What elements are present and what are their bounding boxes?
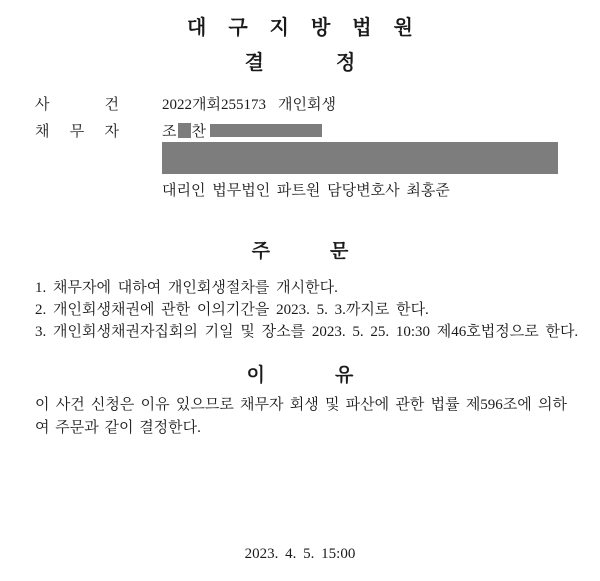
order-item-3: 3. 개인회생채권자집회의 기일 및 장소를 2023. 5. 25. 10:30 제46호법정으로 한다.: [35, 324, 579, 340]
redaction-bar-name: [210, 124, 322, 137]
order-list: [35, 277, 579, 343]
case-number: 2022개회255173: [162, 97, 266, 113]
case-label: 사 건: [35, 97, 119, 113]
document-title: 결정: [244, 52, 428, 74]
order-item-2: 2. 개인회생채권에 관한 이의기간을 2023. 5. 3.까지로 한다.: [35, 302, 429, 318]
redaction-block-address: [162, 142, 558, 174]
debtor-label: 채 무 자: [35, 124, 119, 140]
redaction-box-name: [178, 123, 191, 138]
debtor-name-first: 조: [162, 124, 177, 140]
order-section-heading: 주문: [251, 241, 409, 262]
decision-datetime: 2023. 4. 5. 15:00: [244, 546, 356, 562]
case-type: 개인회생: [277, 97, 336, 113]
debtor-name-last: 찬: [191, 124, 206, 140]
reason-section-heading: 이유: [246, 365, 424, 386]
case-value: [162, 93, 336, 114]
order-item-1: 1. 채무자에 대하여 개인회생절차를 개시한다.: [35, 280, 338, 296]
court-name-title: 대구지방법원: [187, 17, 435, 39]
attorney-line: 대리인 법무법인 파트원 담당변호사 최홍준: [162, 183, 450, 199]
debtor-name: [162, 120, 322, 141]
reason-body: 이 사건 신청은 이유 있으므로 채무자 회생 및 파산에 관한 법률 제596조에 의하여 주문과 같이 결정한다.: [35, 397, 567, 436]
